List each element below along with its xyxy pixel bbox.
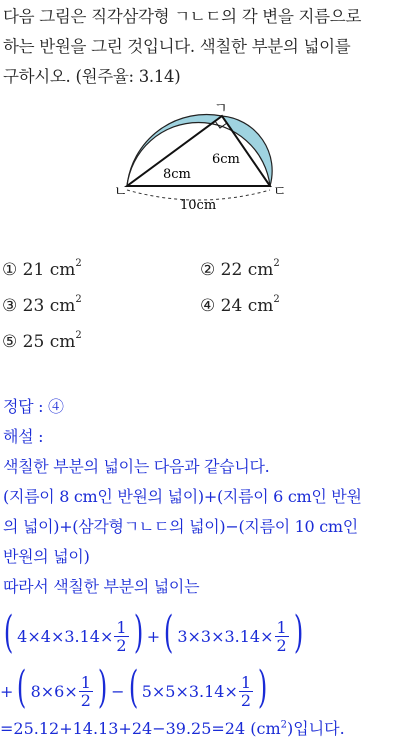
term-semicircle-8: 4×4×3.14× xyxy=(17,627,114,646)
choice-2[interactable]: ② 22 $cm^2$ xyxy=(200,258,280,280)
explanation-heading: 해설 : xyxy=(3,427,44,446)
length-left-label: 8cm xyxy=(163,167,191,182)
equation-final: =25.12+14.13+24−39.25=24 $(cm^2)$입니다. xyxy=(0,719,345,738)
plus-sign: + xyxy=(0,682,14,701)
length-right-label: 6cm xyxy=(212,152,240,167)
equation-line-2: +( 8×6× $\frac{1}{2}$ ) −( 5×5×3.14× $\frac{1}{2}$ ) xyxy=(0,662,268,713)
question-text xyxy=(3,2,397,92)
vertex-top-label: ㄱ xyxy=(214,101,228,117)
length-bottom-label: 10cm xyxy=(180,198,217,213)
term-semicircle-10: 5×5×3.14× xyxy=(141,682,238,701)
fraction-half: $\frac{1}{2}$ xyxy=(116,618,127,655)
term-semicircle-6: 3×3×3.14× xyxy=(177,627,274,646)
solution-line-2: (지름이 8 cm인 반원의 넓이)+(지름이 6 cm인 반원 xyxy=(3,487,362,506)
minus-sign: − xyxy=(111,682,125,701)
fraction-half: $\frac{1}{2}$ xyxy=(240,673,252,710)
fraction-half: $\frac{1}{2}$ xyxy=(276,618,287,655)
equation-line-1: ( 4×4×3.14× $\frac{1}{2}$ ) +( 3×3×3.14× $\frac{1}{2}$ ) xyxy=(3,607,304,658)
choice-4[interactable]: ④ 24 $cm^2$ xyxy=(200,294,280,316)
term-triangle: 8×6× xyxy=(30,682,78,701)
triangle-semicircle-figure xyxy=(0,100,400,220)
question-line-2: 하는 반원을 그린 것입니다. 색칠한 부분의 넓이를 xyxy=(3,37,351,56)
vertex-left-label: ㄴ xyxy=(114,184,128,200)
solution xyxy=(3,392,397,602)
fraction-half: $\frac{1}{2}$ xyxy=(80,673,91,710)
question-line-1: 다음 그림은 직각삼각형 ㄱㄴㄷ의 각 변을 지름으로 xyxy=(3,7,362,26)
choice-1[interactable]: ① 21 $cm^2$ xyxy=(2,258,82,280)
solution-line-4: 반원의 넓이) xyxy=(3,547,90,566)
solution-line-3: 의 넓이)+(삼각형ㄱㄴㄷ의 넓이)−(지름이 10 cm인 xyxy=(3,517,358,536)
choice-5[interactable]: ⑤ 25 $cm^2$ xyxy=(2,330,82,352)
vertex-right-label: ㄷ xyxy=(273,184,287,200)
solution-line-5: 따라서 색칠한 부분의 넓이는 xyxy=(3,577,200,596)
answer-line: 정답 : ④ xyxy=(3,397,64,416)
question-line-3: 구하시오. (원주율: 3.14) xyxy=(3,67,181,86)
solution-line-1: 색칠한 부분의 넓이는 다음과 같습니다. xyxy=(3,457,270,476)
choice-3[interactable]: ③ 23 $cm^2$ xyxy=(2,294,82,316)
plus-sign: + xyxy=(146,627,161,646)
